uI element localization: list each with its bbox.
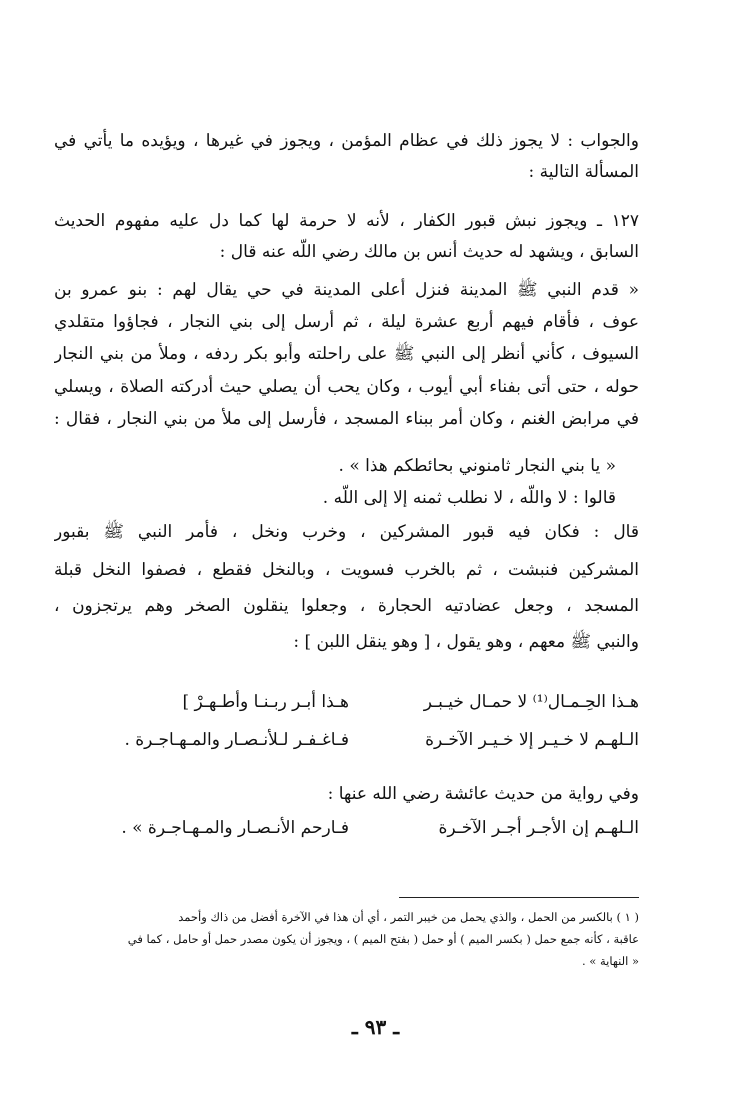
footnote-line-2: عاقبة ، كأنه جمع حمل ( بكسر الميم ) أو حمل ( بفتح الميم ) ، ويجوز أن يكون مصدر حمل أو حامل ، كما في (127, 932, 639, 946)
poem-verse-2 (49, 725, 639, 755)
narration-line-3: المسجد ، وجعل عضادتيه الحجارة ، وجعلوا ينقلون الصخر وهم يرتجزون ، (54, 596, 639, 616)
narration-line-4: والنبي ﷺ معهم ، وهو يقول ، [ وهو ينقل اللبن ] : (293, 632, 639, 652)
answer-line-2: المسألة التالية : (528, 162, 639, 182)
footnote-line-1: ( ١ ) بالكسر من الحمل ، والذي يحمل من خيبر التمر ، أي أن هذا في الآخرة أفضل من ذاك وأحمد (178, 910, 639, 924)
hadith-line-2: عوف ، فأقام فيهم أربع عشرة ليلة ، ثم أرسل إلى بني النجار ، فجاؤوا متقلدي (54, 312, 639, 332)
footnote-divider (399, 897, 639, 898)
answer-line-1: والجواب : لا يجوز ذلك في عظام المؤمن ، ويجوز في غيرها ، ويؤيده ما يأتي في (54, 131, 639, 151)
poem-verse-1 (49, 687, 639, 717)
aisha-intro: وفي رواية من حديث عائشة رضي الله عنها : (327, 784, 639, 804)
hadith-line-4: حوله ، حتى أتى بفناء أبي أيوب ، وكان يحب أن يصلي حيث أدركته الصلاة ، ويسلي (54, 377, 639, 397)
hadith-line-1: « قدم النبي ﷺ المدينة فنزل أعلى المدينة في حي يقال لهم : بنو عمرو بن (54, 280, 639, 300)
item-127-line-2: السابق ، ويشهد له حديث أنس بن مالك رضي اللّه عنه قال : (219, 242, 639, 262)
narration-line-1: قال : فكان فيه قبور المشركين ، وخرب ونخل ، فأمر النبي ﷺ بقبور (54, 522, 639, 542)
poem-verse-2-first-hemistich: الـلهـم لا خـيـر إلا خـيـر الآخـرة (425, 730, 639, 750)
hadith-line-7: قالوا : لا واللّه ، لا نطلب ثمنه إلا إلى اللّه . (322, 488, 616, 508)
poem-verse-3-first-hemistich: الـلهـم إن الأجـر أجـر الآخـرة (438, 818, 639, 838)
hadith-line-3: السيوف ، كأني أنظر إلى النبي ﷺ على راحلته وأبو بكر ردفه ، وملأ من بني النجار (54, 344, 639, 364)
poem-verse-3 (49, 813, 639, 843)
footnote-line-3: « النهاية » . (581, 954, 639, 968)
item-127-line-1: ١٢٧ ـ ويجوز نبش قبور الكفار ، لأنه لا حرمة لها كما دل عليه مفهوم الحديث (54, 211, 639, 231)
poem-verse-1-second-hemistich: هـذا أبـر ربـنـا وأطـهـرْ ] (182, 692, 349, 712)
narration-line-2: المشركين فنبشت ، ثم بالخرب فسويت ، وبالنخل فقطع ، فصفوا النخل قبلة (54, 560, 639, 580)
poem-verse-3-second-hemistich: فـارحم الأنـصـار والمـهـاجـرة » . (121, 818, 349, 838)
page-number: ـ ٩٣ ـ (351, 1015, 400, 1039)
hadith-line-5: في مرابض الغنم ، وكان أمر ببناء المسجد ، فأرسل إلى ملأ من بني النجار ، فقال : (54, 409, 639, 429)
hadith-line-6: « يا بني النجار ثامنوني بحائطكم هذا » . (338, 456, 616, 476)
poem-verse-1-first-hemistich: هـذا الحِـمـال⁽¹⁾ لا حمـال خيـبـر (423, 692, 639, 712)
poem-verse-2-second-hemistich: فـاغـفـر لـلأنـصـار والمـهـاجـرة . (124, 730, 349, 750)
